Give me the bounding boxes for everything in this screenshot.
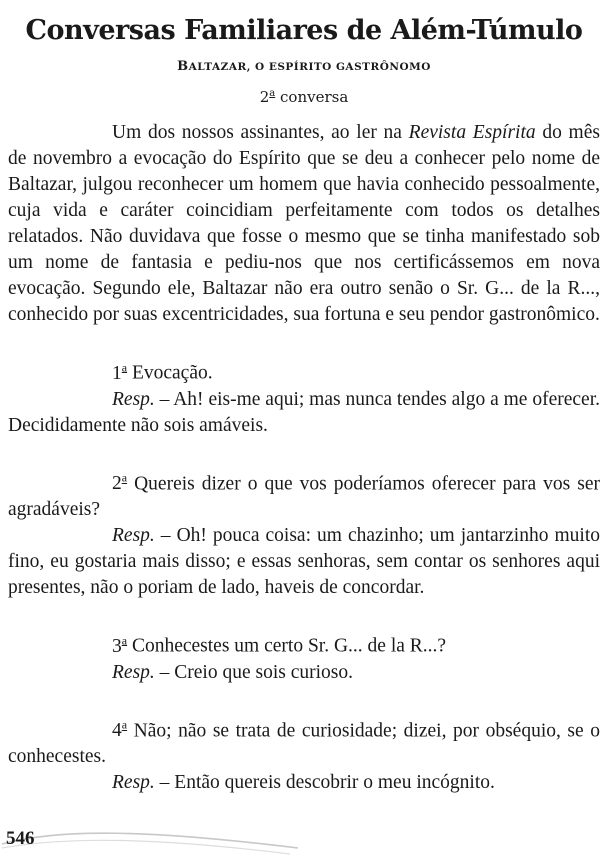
- answer-3: [8, 660, 600, 686]
- answer-4: [8, 770, 600, 796]
- subtitle-initial: B: [177, 59, 189, 74]
- page: [8, 0, 600, 796]
- question-text: Evocação.: [127, 362, 213, 384]
- page-title: Conversas Familiares de Além-Túmulo: [25, 15, 583, 46]
- question-number: 2$^a$: [112, 470, 128, 494]
- question-4: [8, 712, 600, 771]
- resp-label: Resp.: [112, 388, 155, 410]
- question-number: 4$^a$: [112, 717, 128, 741]
- conversation-word: conversa: [280, 88, 349, 106]
- question-text: Não; não se trata de curiosidade; dizei, por obséquio, se o conhecestes.: [8, 720, 600, 767]
- chapter-subtitle: [8, 58, 600, 76]
- question-text: Conhecestes um certo Sr. G... de la R...?: [127, 635, 447, 657]
- answer-text: – Oh! pouca coisa: um chazinho; um jantarzinho muito fino, eu gostaria mais disso; e essas senhoras, sem contar os senhores aqui presentes, não o poriam de lado, haveis de concordar.: [8, 525, 600, 598]
- answer-2: [8, 523, 600, 601]
- question-1: [8, 354, 600, 387]
- conversation-number: [8, 84, 600, 107]
- qa-block-3: [8, 627, 600, 686]
- question-number: 1$^a$: [112, 360, 128, 384]
- resp-label: Resp.: [112, 661, 155, 683]
- qa-block-1: [8, 354, 600, 439]
- resp-label: Resp.: [112, 525, 155, 546]
- answer-1: [8, 387, 600, 439]
- qa-block-4: [8, 712, 600, 797]
- subtitle-rest: ALTAZAR, O ESPÍRITO GASTRÔNOMO: [188, 61, 431, 73]
- conversation-ordinal: a: [269, 88, 276, 99]
- question-3: [8, 627, 600, 660]
- qa-block-2: [8, 465, 600, 602]
- answer-text: – Creio que sois curioso.: [154, 661, 354, 683]
- answer-text: – Ah! eis-me aqui; mas nunca tendes algo a me oferecer. Decididamente não sois amáveis.: [8, 388, 600, 436]
- resp-label: Resp.: [112, 772, 155, 793]
- intro-italic: Revista Espírita: [408, 122, 536, 143]
- conversation-num: 2: [259, 88, 270, 106]
- intro-part2: do mês de novembro a evocação do Espírito que se deu a conhecer pelo nome de Baltazar, julgou reconhecer um homem que havia conhecido pessoalmente, cuja vida e caráter coincidiam perfeitamente com todos os detalhes relatados. Não duvidava que fosse o mesmo que se tinha manifestado sob um nome de fantasia e pediu-nos que nos certificássemos em nova evocação. Segundo ele, Baltazar não era outro senão o Sr. G... de la R..., conhecido por suas excentricidades, sua fortuna e seu pendor gastronômico.: [8, 122, 600, 325]
- page-number: 546: [6, 828, 35, 849]
- intro-part1: Um dos nossos assinantes, ao ler na: [112, 122, 409, 143]
- page-swoosh-ornament: [0, 822, 300, 862]
- question-text: Quereis dizer o que vos poderíamos oferecer para vos ser agradáveis?: [8, 473, 600, 520]
- question-2: [8, 465, 600, 524]
- intro-paragraph: [8, 120, 600, 328]
- answer-text: – Então quereis descobrir o meu incógnito.: [154, 772, 495, 793]
- question-number: 3$^a$: [112, 633, 128, 657]
